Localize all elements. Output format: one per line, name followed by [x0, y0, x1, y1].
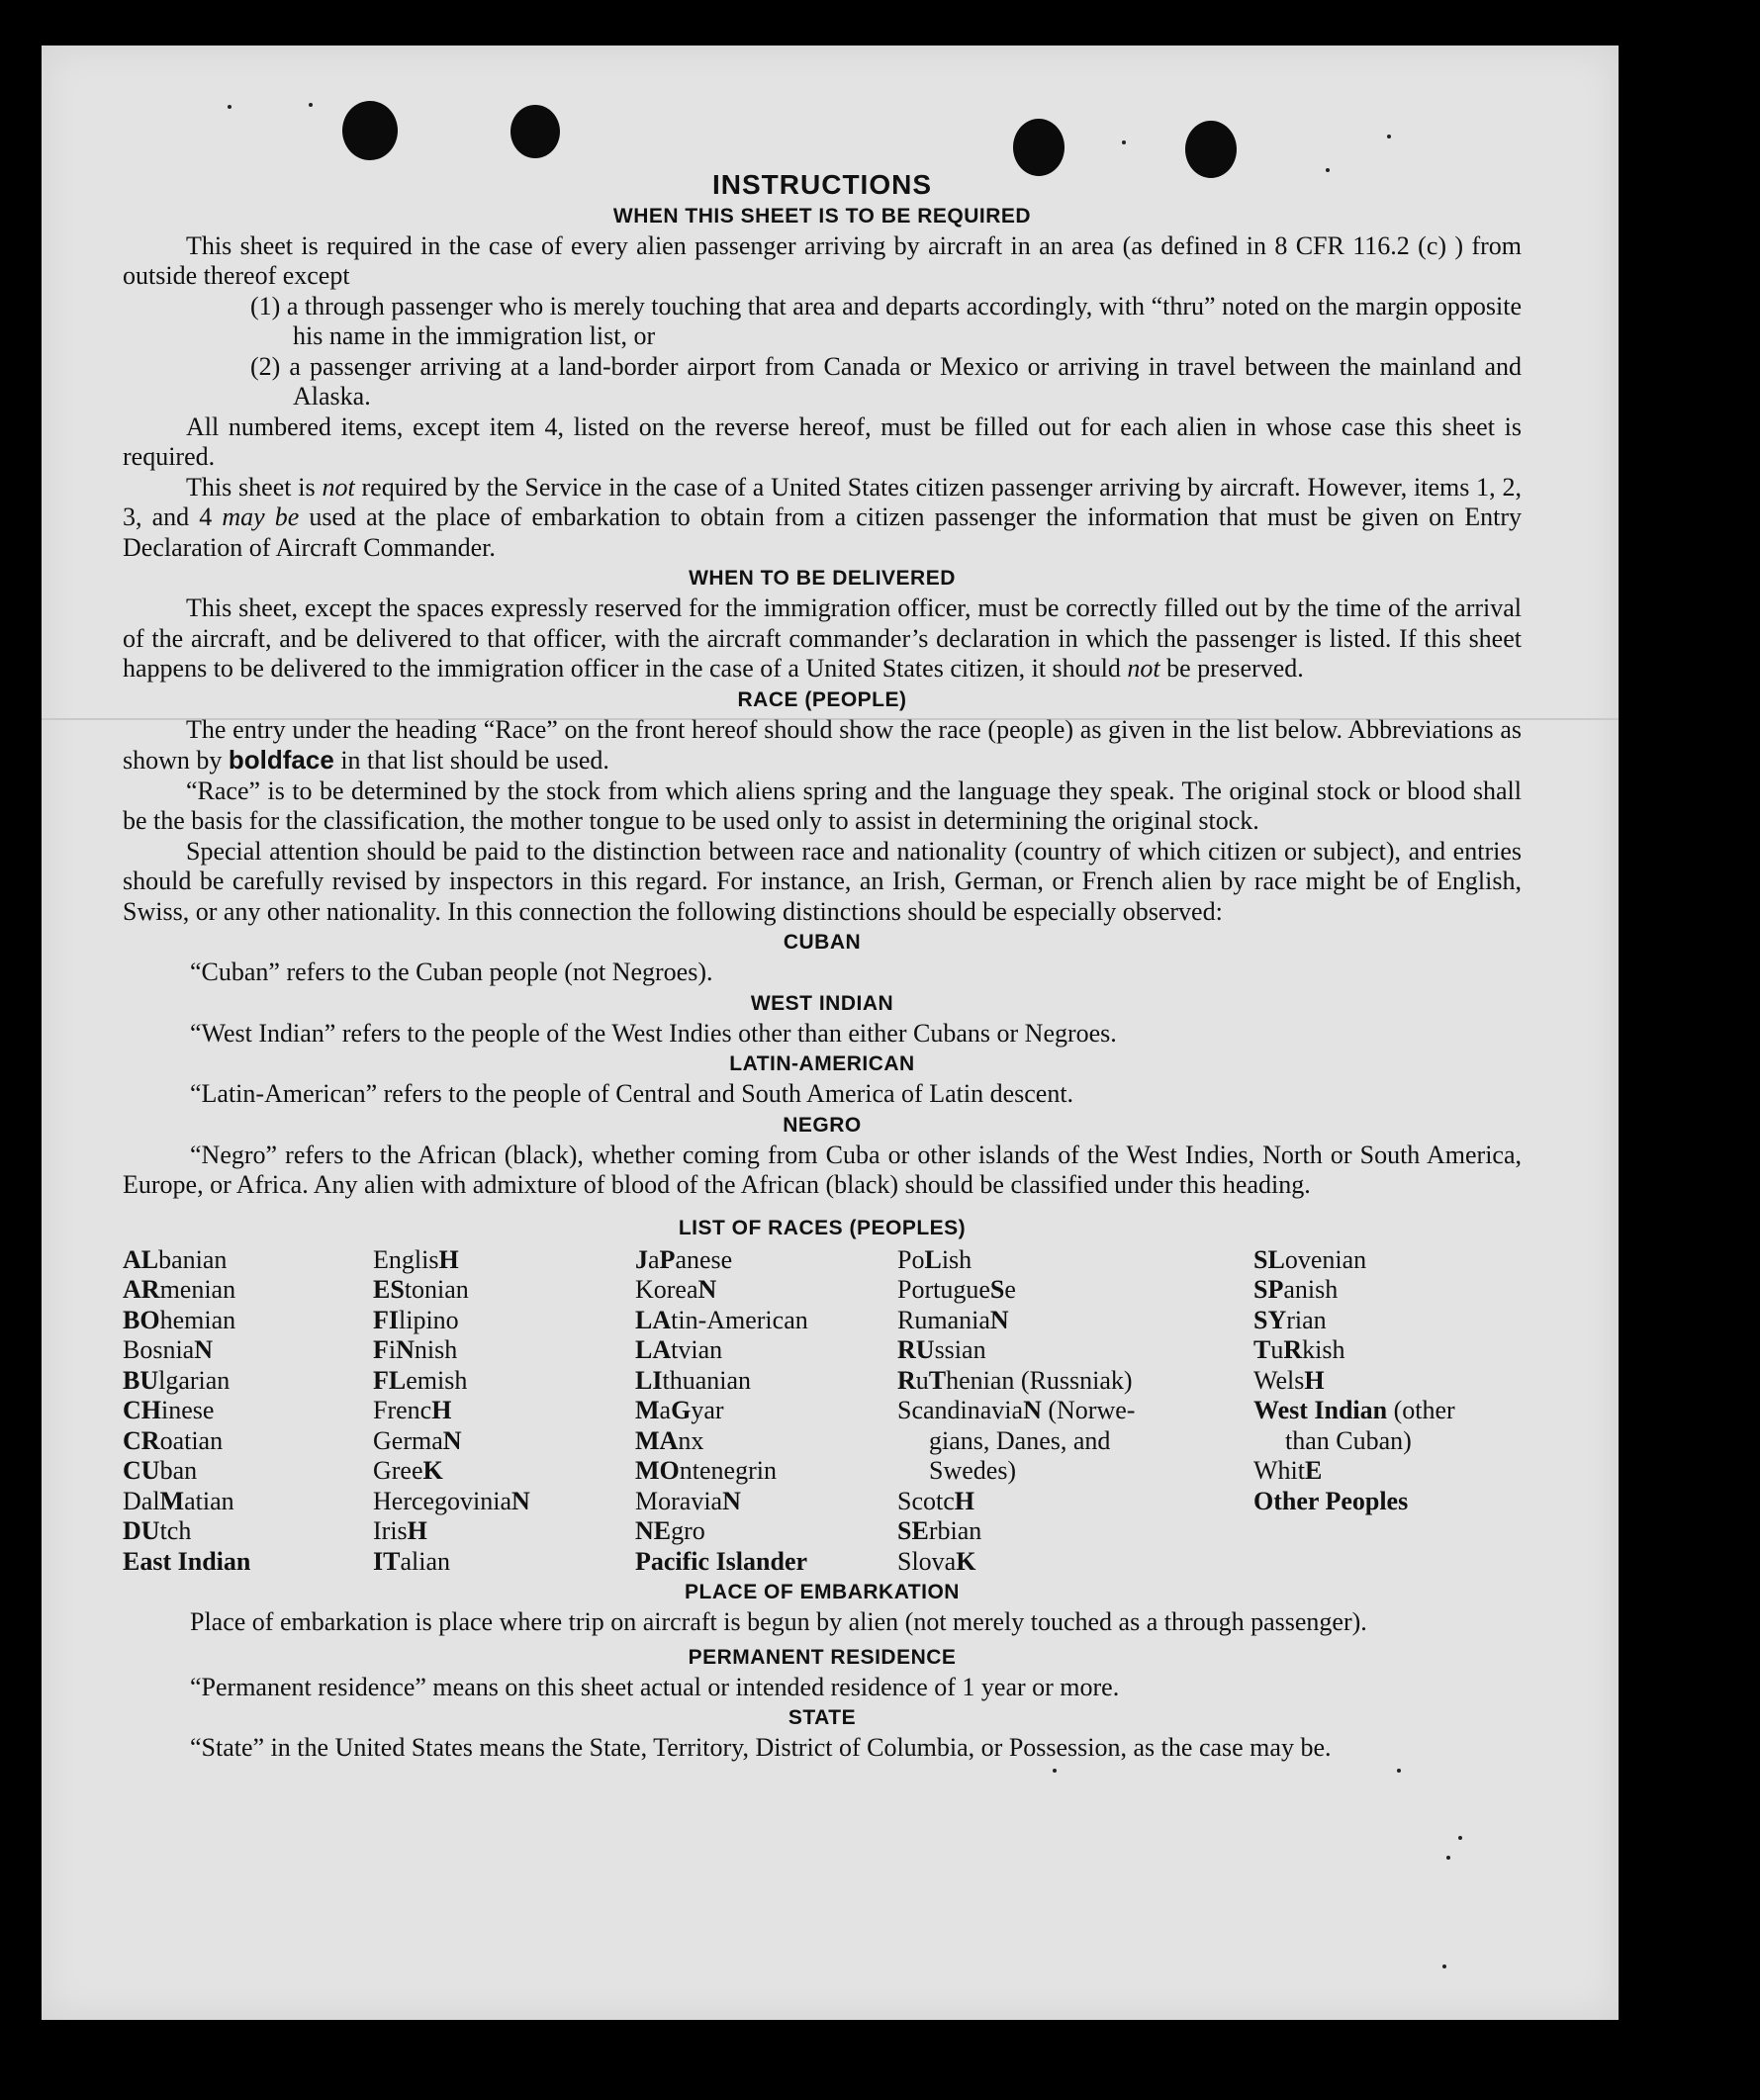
section-heading-residence: PERMANENT RESIDENCE: [688, 1645, 957, 1669]
race-entry: SPanish: [1253, 1275, 1339, 1304]
paragraph: All numbered items, except item 4, listed on the reverse hereof, must be filled out for each alien in whose case this sheet is required.: [123, 411, 1522, 471]
races-column: [1253, 1245, 1521, 1578]
race-entry: NEgro: [635, 1516, 705, 1545]
race-entry: FIlipino: [373, 1305, 459, 1334]
race-entry: RUssian: [897, 1335, 986, 1364]
paragraph: This sheet is required in the case of every alien passenger arriving by aircraft in an area (as defined in 8 CFR 116.2 (c) ) from outside thereof except: [123, 230, 1522, 290]
race-entry: TuRkish: [1253, 1335, 1345, 1364]
race-entry: CHinese: [123, 1396, 215, 1424]
section-heading-latin-american: LATIN-AMERICAN: [729, 1052, 915, 1075]
paragraph: The entry under the heading “Race” on the front hereof should show the race (people) as given in the list below. Abbreviations as shown by boldface in that list should be used.: [123, 714, 1522, 775]
race-entry: gians, Danes, and: [929, 1425, 1111, 1455]
paragraph: Place of embarkation is place where trip on aircraft is begun by alien (not merely touched as a through passenger).: [190, 1607, 1367, 1636]
race-entry: LAtvian: [635, 1335, 723, 1364]
races-column: [635, 1245, 897, 1578]
race-entry: JaPanese: [635, 1244, 733, 1274]
races-column: [123, 1245, 373, 1578]
paragraph: This sheet, except the spaces expressly reserved for the immigration officer, must be correctly filled out by the time of the arrival of the aircraft, and be delivered to that officer, with the aircraft commander’s declaration in which the passenger is listed. If this sheet happens to be delivered to the immigration officer in the case of a United States citizen, it should not be preserved.: [123, 593, 1522, 683]
race-entry: SErbian: [897, 1516, 982, 1545]
race-entry: ARmenian: [123, 1275, 236, 1304]
races-table: [123, 1245, 1522, 1578]
race-entry: BosniaN: [123, 1335, 214, 1364]
race-entry: WhitE: [1253, 1456, 1323, 1485]
speck: [1446, 1856, 1450, 1860]
section-heading-required: WHEN THIS SHEET IS TO BE REQUIRED: [612, 204, 1032, 228]
race-entry: FiNnish: [373, 1335, 458, 1364]
section-heading-delivered: WHEN TO BE DELIVERED: [689, 567, 956, 590]
section-heading-embarkation: PLACE OF EMBARKATION: [685, 1581, 960, 1603]
race-entry: DUtch: [123, 1516, 192, 1545]
race-entry: RuThenian (Russniak): [897, 1365, 1133, 1395]
section-heading-negro: NEGRO: [783, 1113, 862, 1137]
speck: [1458, 1836, 1462, 1840]
race-entry: LAtin-American: [635, 1305, 808, 1334]
section-heading-races-list: LIST OF RACES (PEOPLES): [678, 1216, 967, 1239]
document-page: [42, 46, 1619, 2020]
section-heading-cuban: CUBAN: [783, 931, 862, 954]
race-entry: Swedes): [929, 1456, 1017, 1485]
race-entry: RumaniaN: [897, 1305, 1009, 1334]
race-entry: IrisH: [373, 1516, 427, 1545]
speck: [1397, 1769, 1401, 1773]
paragraph: “Cuban” refers to the Cuban people (not Negroes).: [190, 958, 713, 986]
race-entry: MaGyar: [635, 1396, 724, 1424]
race-entry: HercegoviniaN: [373, 1486, 530, 1515]
instructions-content: [123, 131, 1522, 1764]
races-column: [897, 1245, 1253, 1578]
race-entry: WelsH: [1253, 1365, 1325, 1395]
race-entry: GreeK: [373, 1456, 443, 1485]
speck: [1053, 1769, 1057, 1773]
race-entry: BOhemian: [123, 1305, 236, 1334]
race-entry: CRoatian: [123, 1425, 224, 1455]
paragraph: “West Indian” refers to the people of the West Indies other than either Cubans or Negroes.: [190, 1018, 1117, 1048]
race-entry: Other Peoples: [1253, 1486, 1409, 1515]
race-entry: KoreaN: [635, 1275, 717, 1304]
race-entry: FrencH: [373, 1396, 452, 1424]
speck: [309, 103, 313, 107]
race-entry: PortugueSe: [897, 1275, 1016, 1304]
paragraph: “State” in the United States means the State, Territory, District of Columbia, or Possession, as the case may be.: [190, 1733, 1332, 1762]
paragraph: “Race” is to be determined by the stock from which aliens spring and the language they speak. The original stock or blood shall be the basis for the classification, the mother tongue to be used only to assist in determining the original stock.: [123, 776, 1522, 835]
page-title: INSTRUCTIONS: [712, 169, 932, 200]
section-heading-west-indian: WEST INDIAN: [750, 991, 894, 1015]
race-entry: ITalian: [373, 1546, 450, 1576]
race-entry: CUban: [123, 1456, 198, 1485]
race-entry: SlovaK: [897, 1546, 976, 1576]
paragraph: “Latin-American” refers to the people of Central and South America of Latin descent.: [190, 1079, 1074, 1108]
race-entry: than Cuban): [1285, 1425, 1412, 1455]
paragraph: Special attention should be paid to the distinction between race and nationality (country of which citizen or subject), and entries should be carefully revised by inspectors in this regard. For instance, an Irish, German, or French alien by race might be of English, Swiss, or any other nationality. In this connection the following distinctions should be especially observed:: [123, 836, 1522, 926]
list-item: (1) a through passenger who is merely touching that area and departs accordingly, with “thru” noted on the margin opposite his name in the immigration list, or: [250, 291, 1522, 350]
race-entry: MAnx: [635, 1425, 704, 1455]
race-entry: Pacific Islander: [635, 1546, 808, 1576]
race-entry: LIthuanian: [635, 1365, 751, 1395]
race-entry: GermaN: [373, 1425, 462, 1455]
race-entry: EnglisH: [373, 1244, 459, 1274]
speck: [228, 105, 232, 109]
races-column: [373, 1245, 635, 1578]
paragraph: “Permanent residence” means on this sheet actual or intended residence of 1 year or more.: [190, 1672, 1120, 1701]
race-entry: MoraviaN: [635, 1486, 741, 1515]
speck: [1442, 1964, 1446, 1968]
paragraph: This sheet is not required by the Service in the case of a United States citizen passenger arriving by aircraft. However, items 1, 2, 3, and 4 may be used at the place of embarkation to obtain from a citizen passenger the information that must be given on Entry Declaration of Aircraft Commander.: [123, 472, 1522, 562]
list-item: (2) a passenger arriving at a land-border airport from Canada or Mexico or arriving in travel between the mainland and Alaska.: [250, 351, 1522, 411]
race-entry: MOntenegrin: [635, 1456, 777, 1485]
race-entry: DalMatian: [123, 1486, 234, 1515]
race-entry: West Indian (other: [1253, 1396, 1455, 1424]
race-entry: East Indian: [123, 1546, 251, 1576]
race-entry: SLovenian: [1253, 1244, 1367, 1274]
race-entry: ScandinaviaN (Norwe-: [897, 1396, 1136, 1424]
race-entry: ScotcH: [897, 1486, 974, 1515]
race-entry: BUlgarian: [123, 1365, 231, 1395]
section-heading-race: RACE (PEOPLE): [737, 687, 907, 711]
section-heading-state: STATE: [787, 1706, 857, 1729]
race-entry: EStonian: [373, 1275, 469, 1304]
paragraph: “Negro” refers to the African (black), whether coming from Cuba or other islands of the West Indies, North or South America, Europe, or Africa. Any alien with admixture of blood of the African (black) should be classified under this heading.: [123, 1140, 1522, 1199]
race-entry: FLemish: [373, 1365, 468, 1395]
race-entry: ALbanian: [123, 1244, 228, 1274]
race-entry: SYrian: [1253, 1305, 1327, 1334]
race-entry: PoLish: [897, 1244, 973, 1274]
